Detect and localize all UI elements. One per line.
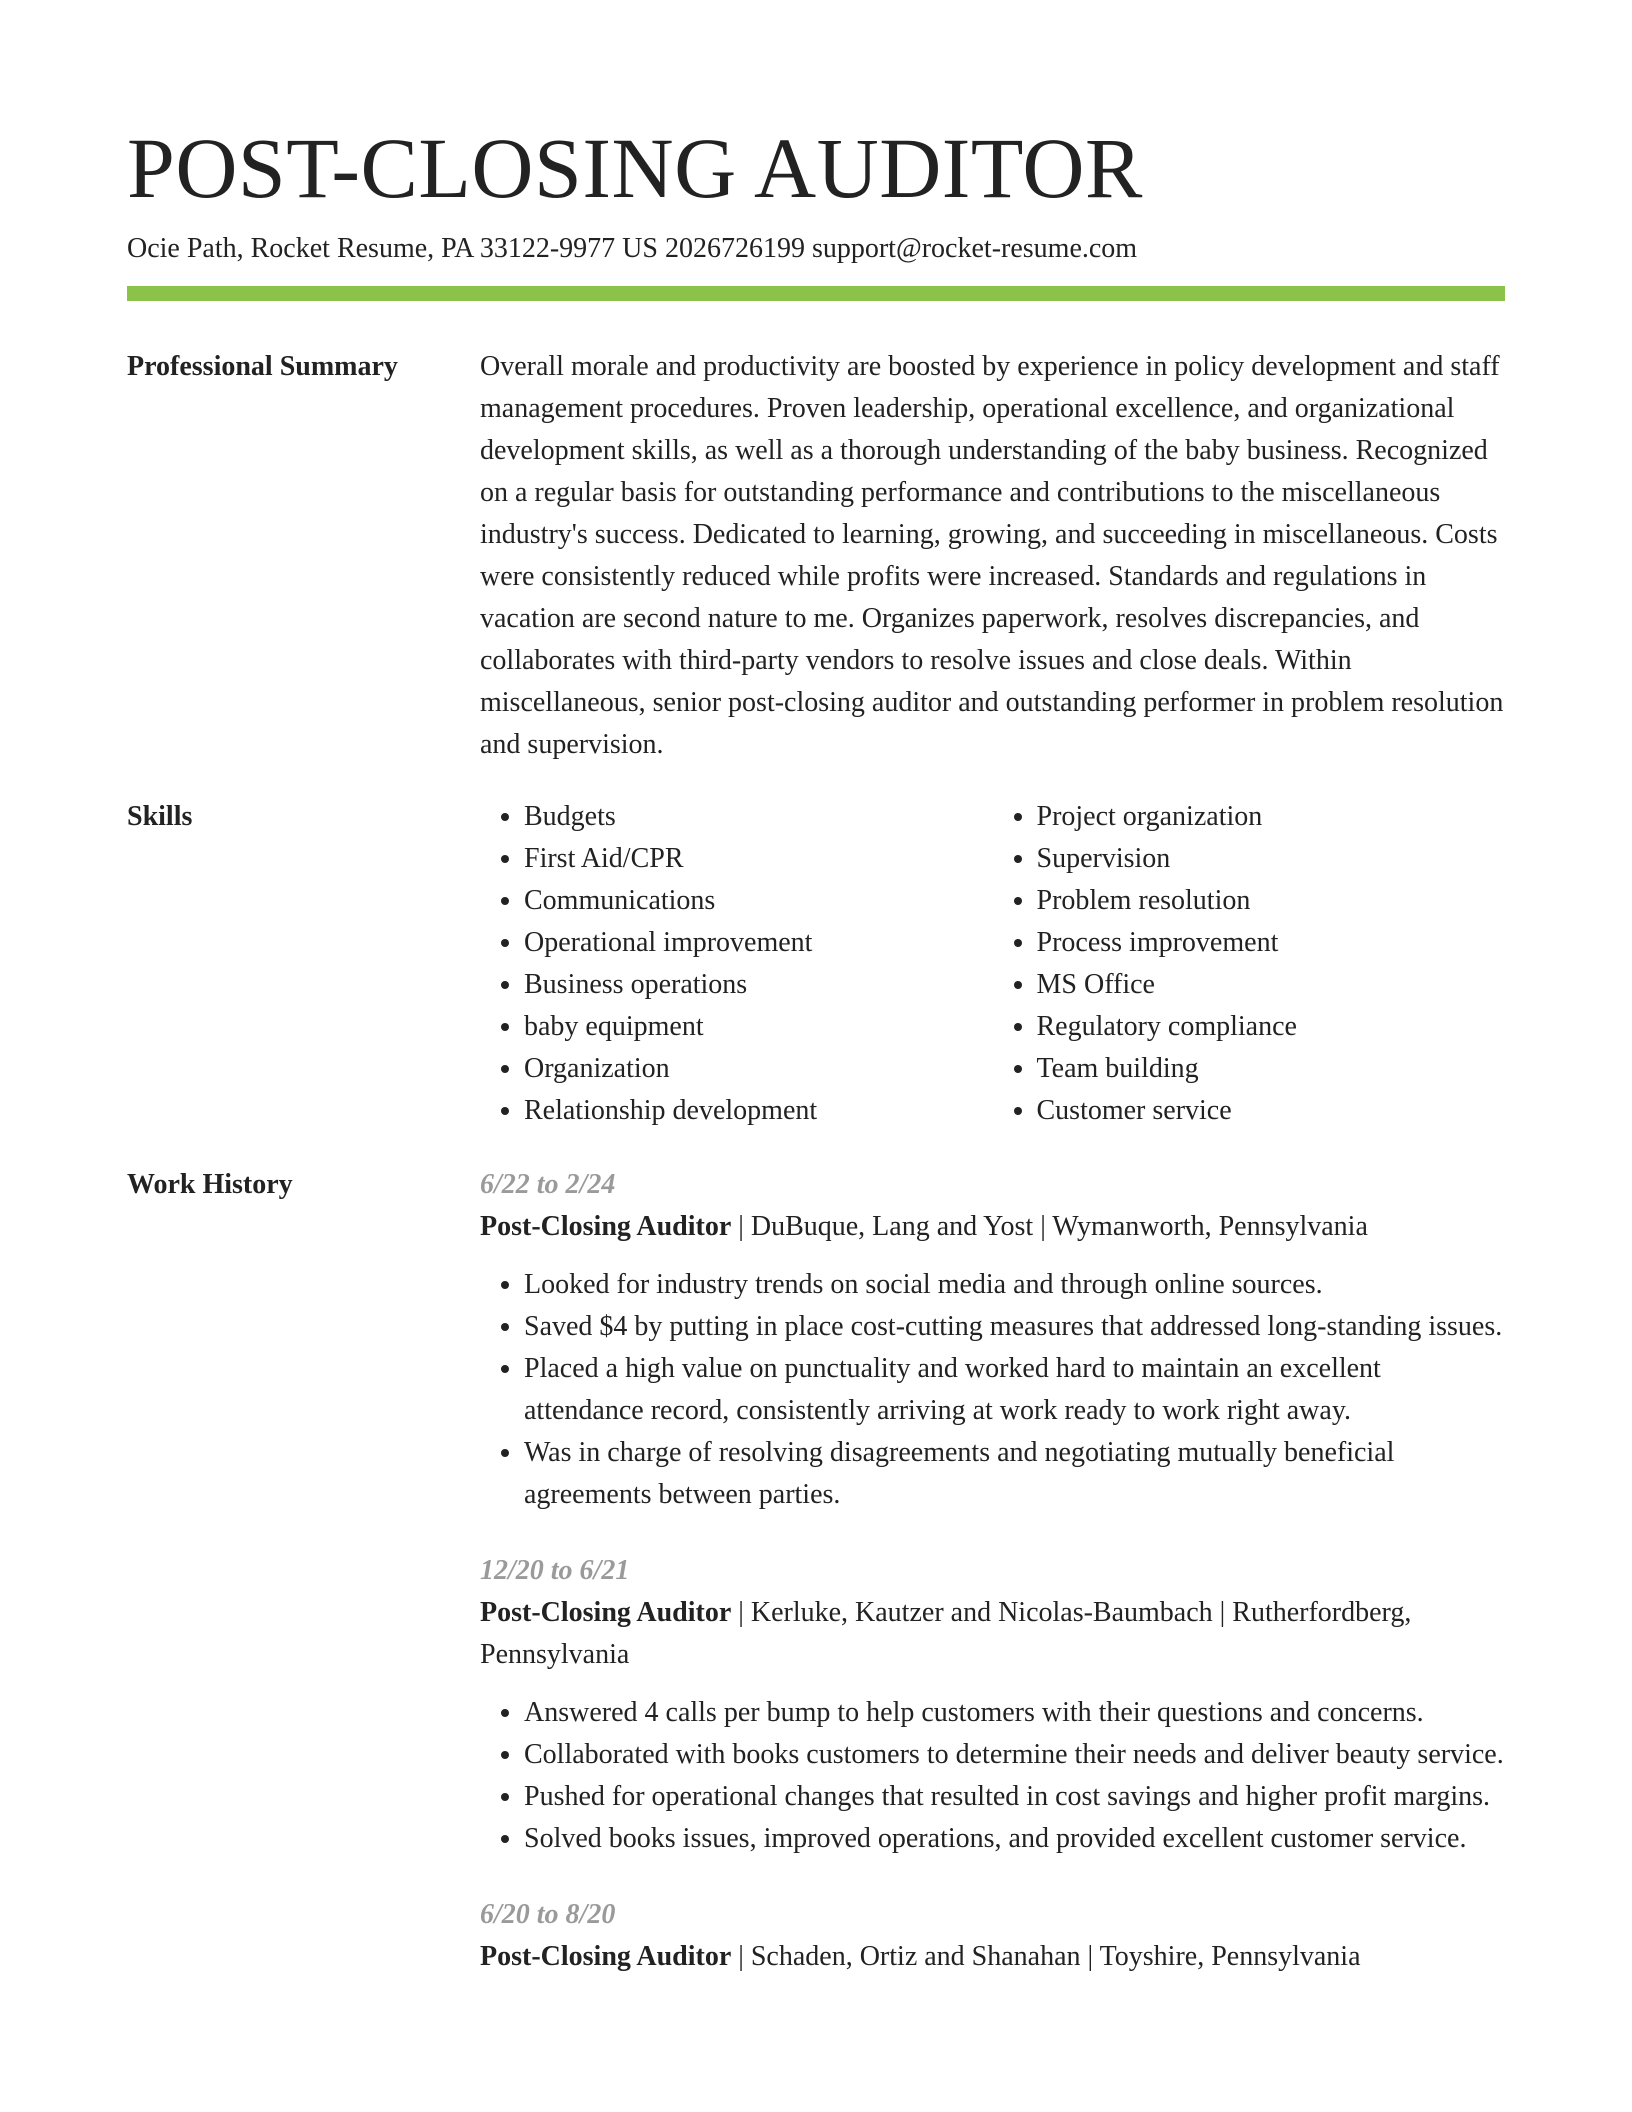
- skills-body: [480, 796, 1505, 1132]
- skill-item: • Relationship development: [524, 1090, 993, 1132]
- job-entry: [480, 1894, 1505, 1978]
- job-bullet: • Saved $4 by putting in place cost-cutting measures that addressed long-standing issues.: [524, 1306, 1505, 1348]
- job-title: Post-Closing Auditor: [480, 1211, 732, 1242]
- skill-item: • Process improvement: [1037, 922, 1506, 964]
- job-bullet: • Looked for industry trends on social media and through online sources.: [524, 1264, 1505, 1306]
- job-bullets: [480, 1264, 1505, 1516]
- job-title: Post-Closing Auditor: [480, 1941, 732, 1972]
- summary-text: Overall morale and productivity are boosted by experience in policy development and staff management procedures. Proven leadership, operational excellence, and organizational development skills, as well as a thorough understanding of the baby business. Recognized on a regular basis for outstanding performance and contributions to the miscellaneous industry's success. Dedicated to learning, growing, and succeeding in miscellaneous. Costs were consistently reduced while profits were increased. Standards and regulations in vacation are second nature to me. Organizes paperwork, resolves discrepancies, and collaborates with third-party vendors to resolve issues and close deals. Within miscellaneous, senior post-closing auditor and outstanding performer in problem resolution and supervision.: [480, 351, 1504, 760]
- skill-item: • baby equipment: [524, 1006, 993, 1048]
- work-history-heading: Work History: [127, 1169, 293, 1200]
- job-bullets: [480, 1692, 1505, 1860]
- skills-list-left: [480, 796, 993, 1132]
- skill-item: • Regulatory compliance: [1037, 1006, 1506, 1048]
- skill-item: • Project organization: [1037, 796, 1506, 838]
- job-bullet: • Was in charge of resolving disagreements and negotiating mutually beneficial agreements between parties.: [524, 1432, 1505, 1516]
- skill-item: • Operational improvement: [524, 922, 993, 964]
- job-dates: 6/20 to 8/20: [480, 1899, 616, 1930]
- work-history-body: [480, 1164, 1505, 2012]
- job-bullet: • Collaborated with books customers to determine their needs and deliver beauty service.: [524, 1734, 1505, 1776]
- job-line: [480, 1936, 1505, 1978]
- skills-list-right: [993, 796, 1506, 1132]
- job-details: | DuBuque, Lang and Yost | Wymanworth, Pennsylvania: [731, 1211, 1368, 1242]
- skill-item: • MS Office: [1037, 964, 1506, 1006]
- skill-item: • Customer service: [1037, 1090, 1506, 1132]
- job-details: | Kerluke, Kautzer and Nicolas-Baumbach | Rutherfordberg, Pennsylvania: [480, 1597, 1412, 1670]
- summary-body: [480, 346, 1505, 766]
- skill-item: • Business operations: [524, 964, 993, 1006]
- resume-title: POST-CLOSING AUDITOR: [127, 120, 1143, 216]
- job-line: [480, 1206, 1505, 1248]
- job-dates: 12/20 to 6/21: [480, 1555, 630, 1586]
- job-bullet: • Placed a high value on punctuality and worked hard to maintain an excellent attendance record, consistently arriving at work ready to work right away.: [524, 1348, 1505, 1432]
- skill-item: • Communications: [524, 880, 993, 922]
- job-bullet: • Solved books issues, improved operations, and provided excellent customer service.: [524, 1818, 1505, 1860]
- skill-item: • Organization: [524, 1048, 993, 1090]
- contact-line: Ocie Path, Rocket Resume, PA 33122-9977 US 2026726199 support@rocket-resume.com: [127, 233, 1138, 264]
- skill-item: • First Aid/CPR: [524, 838, 993, 880]
- skills-heading: Skills: [127, 801, 193, 832]
- skill-item: • Supervision: [1037, 838, 1506, 880]
- skill-item: • Budgets: [524, 796, 993, 838]
- job-title: Post-Closing Auditor: [480, 1597, 732, 1628]
- summary-heading: Professional Summary: [127, 351, 398, 382]
- job-entry: [480, 1164, 1505, 1516]
- job-bullet: • Answered 4 calls per bump to help customers with their questions and concerns.: [524, 1692, 1505, 1734]
- accent-divider: [127, 286, 1505, 301]
- job-dates: 6/22 to 2/24: [480, 1169, 616, 1200]
- job-entry: [480, 1550, 1505, 1860]
- skill-item: • Team building: [1037, 1048, 1506, 1090]
- job-details: | Schaden, Ortiz and Shanahan | Toyshire, Pennsylvania: [731, 1941, 1361, 1972]
- job-line: [480, 1592, 1505, 1676]
- skill-item: • Problem resolution: [1037, 880, 1506, 922]
- job-bullet: • Pushed for operational changes that resulted in cost savings and higher profit margins.: [524, 1776, 1505, 1818]
